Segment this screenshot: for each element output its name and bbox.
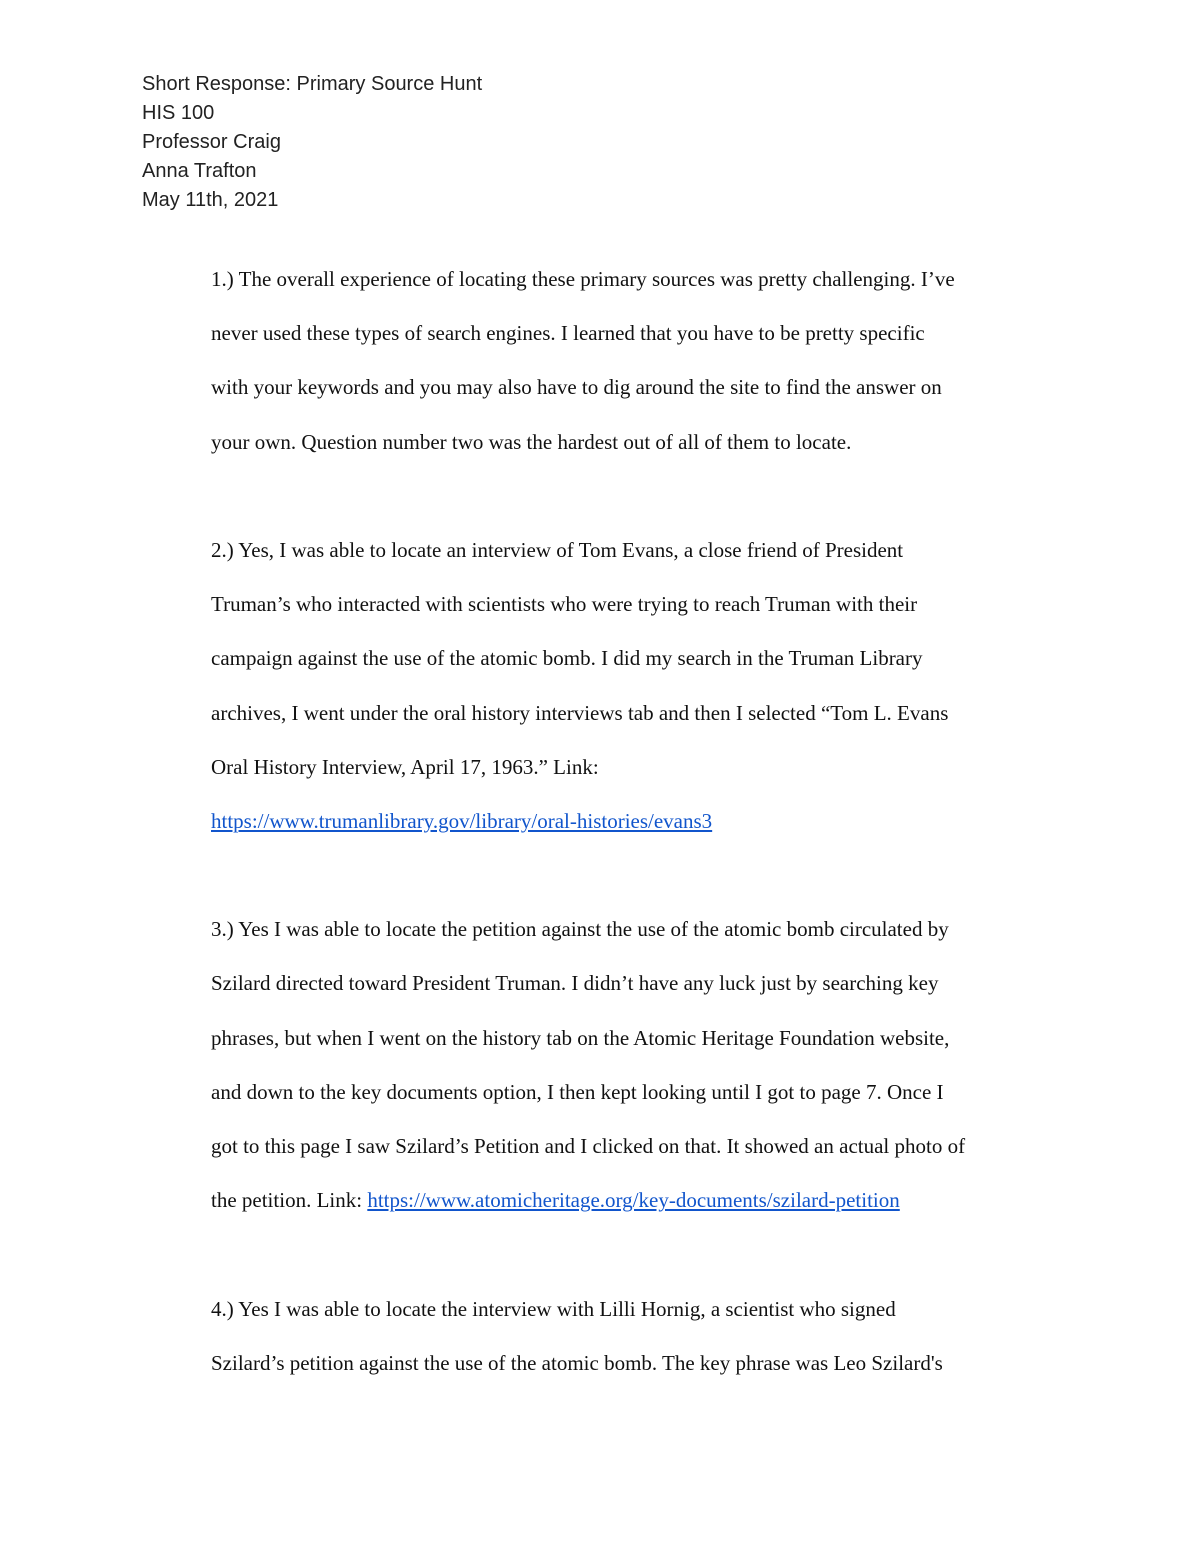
answer-3-line: got to this page I saw Szilard’s Petition and I clicked on that. It showed an actual photo of bbox=[211, 1134, 966, 1158]
answer-3 bbox=[211, 908, 1071, 1233]
answer-1 bbox=[211, 258, 1071, 475]
answer-3-line: and down to the key documents option, I then kept looking until I got to page 7. Once I bbox=[211, 1079, 944, 1104]
document-body bbox=[211, 258, 1071, 1396]
answer-3-link-line bbox=[211, 1179, 1071, 1233]
answer-1-line: never used these types of search engines. I learned that you have to be pretty specific bbox=[211, 321, 925, 346]
answer-3-line: Szilard directed toward President Truman. I didn’t have any luck just by searching key bbox=[211, 971, 939, 996]
paragraph-gap bbox=[211, 1233, 1071, 1287]
answer-2-line: Oral History Interview, April 17, 1963.” Link: bbox=[211, 754, 599, 779]
link-prefix: the petition. Link: bbox=[211, 1188, 368, 1213]
paragraph-gap bbox=[211, 475, 1071, 529]
course-code: HIS 100 bbox=[142, 102, 215, 124]
paragraph-gap bbox=[211, 854, 1071, 908]
student-name: Anna Trafton bbox=[142, 160, 257, 182]
answer-1-line: 1.) The overall experience of locating these primary sources was pretty challenging. I’ve bbox=[211, 267, 955, 291]
answer-2 bbox=[211, 529, 1071, 854]
answer-2-link-line bbox=[211, 800, 1071, 854]
answer-2-line: archives, I went under the oral history interviews tab and then I selected “Tom L. Evans bbox=[211, 700, 949, 725]
answer-4-line: Szilard’s petition against the use of the atomic bomb. The key phrase was Leo Szilard's bbox=[211, 1350, 943, 1375]
truman-library-link[interactable]: https://www.trumanlibrary.gov/library/oral-histories/evans3 bbox=[211, 808, 713, 833]
answer-4 bbox=[211, 1288, 1071, 1396]
answer-4-line: 4.) Yes I was able to locate the interview with Lilli Hornig, a scientist who signed bbox=[211, 1296, 896, 1321]
answer-3-line: 3.) Yes I was able to locate the petition against the use of the atomic bomb circulated by bbox=[211, 917, 949, 942]
answer-2-line: 2.) Yes, I was able to locate an interview of Tom Evans, a close friend of President bbox=[211, 537, 904, 562]
answer-1-line: with your keywords and you may also have to dig around the site to find the answer on bbox=[211, 375, 942, 400]
answer-1-line: your own. Question number two was the hardest out of all of them to locate. bbox=[211, 429, 852, 454]
document-date: May 11th, 2021 bbox=[142, 189, 279, 211]
answer-2-line: campaign against the use of the atomic bomb. I did my search in the Truman Library bbox=[211, 646, 923, 671]
document-title: Short Response: Primary Source Hunt bbox=[142, 73, 483, 95]
professor-name: Professor Craig bbox=[142, 131, 281, 153]
document-header bbox=[142, 70, 482, 215]
answer-3-line: phrases, but when I went on the history tab on the Atomic Heritage Foundation website, bbox=[211, 1025, 950, 1050]
answer-2-line: Truman’s who interacted with scientists who were trying to reach Truman with their bbox=[211, 592, 918, 617]
atomic-heritage-link[interactable]: https://www.atomicheritage.org/key-documents/szilard-petition bbox=[367, 1188, 900, 1213]
